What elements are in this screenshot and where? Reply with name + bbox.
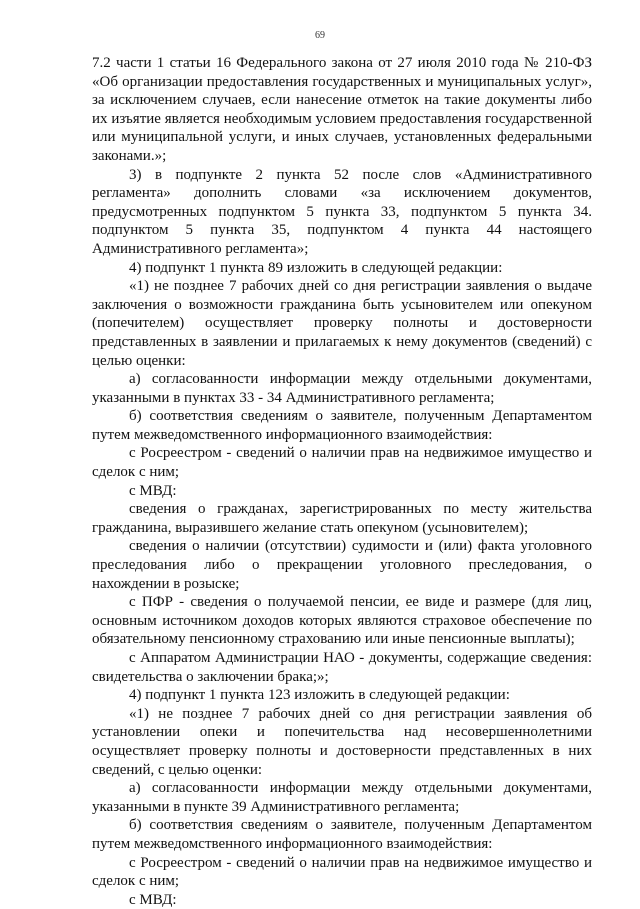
- document-body: [92, 54, 592, 909]
- paragraph: сведения о наличии (отсутствии) судимости и (или) факта уголовного преследования либо о прекращении уголовного преследования, о нахождении в розыске;: [92, 538, 592, 592]
- paragraph: а) согласованности информации между отдельными документами, указанными в пункте 39 Административного регламента;: [92, 780, 592, 815]
- paragraph: сведения о гражданах, зарегистрированных по месту жительства гражданина, выразившего желание стать опекуном (усыновителем);: [92, 501, 592, 536]
- paragraph: с Аппаратом Администрации НАО - документы, содержащие сведения: свидетельства о заключении брака;»;: [92, 650, 592, 685]
- paragraph: б) соответствия сведениям о заявителе, полученным Департаментом путем межведомственного информационного взаимодействия:: [92, 817, 592, 852]
- paragraph: с ПФР - сведения о получаемой пенсии, ее виде и размере (для лиц, основным источником доходов которых являются страховое обеспечение по обязательному пенсионному страхованию или иные пенсионные выплаты);: [92, 594, 592, 648]
- paragraph: 7.2 части 1 статьи 16 Федерального закона от 27 июля 2010 года № 210-ФЗ «Об организации предоставления государственных и муниципальных услуг», за исключением случаев, если нанесение отметок на такие документы либо их изъятие является необходимым условием предоставления государственной или муниципальной услуги, и иных случаев, установленных федеральными законами.»;: [92, 55, 592, 164]
- paragraph: «1) не позднее 7 рабочих дней со дня регистрации заявления о выдаче заключения о возможности гражданина быть усыновителем или опекуном (попечителем) осуществляет проверку полноты и достоверности представленных в заявлении и прилагаемых к нему документов (сведений) с целью оценки:: [92, 278, 592, 369]
- paragraph: а) согласованности информации между отдельными документами, указанными в пунктах 33 - 34 Административного регламента;: [92, 371, 592, 406]
- page-number: 69: [315, 30, 325, 41]
- paragraph: 3) в подпункте 2 пункта 52 после слов «Административного регламента» дополнить словами «за исключением документов, предусмотренных подпунктом 5 пункта 33, подпунктом 5 пункта 34. подпунктом 5 пункта 35, подпунктом 4 пункта 44 настоящего Административного регламента»;: [92, 166, 592, 257]
- paragraph: б) соответствия сведениям о заявителе, полученным Департаментом путем межведомственного информационного взаимодействия:: [92, 408, 592, 443]
- paragraph: 4) подпункт 1 пункта 89 изложить в следующей редакции:: [129, 259, 503, 276]
- paragraph: «1) не позднее 7 рабочих дней со дня регистрации заявления об установлении опеки и попечительства над несовершеннолетними осуществляет проверку полноты и достоверности представленных в них сведений, с целью оценки:: [92, 705, 592, 778]
- paragraph: с МВД:: [129, 482, 177, 499]
- paragraph: 4) подпункт 1 пункта 123 изложить в следующей редакции:: [129, 687, 510, 704]
- paragraph: с МВД:: [129, 891, 177, 908]
- paragraph: с Росреестром - сведений о наличии прав на недвижимое имущество и сделок с ним;: [92, 854, 592, 890]
- paragraph: с Росреестром - сведений о наличии прав на недвижимое имущество и сделок с ним;: [92, 445, 592, 481]
